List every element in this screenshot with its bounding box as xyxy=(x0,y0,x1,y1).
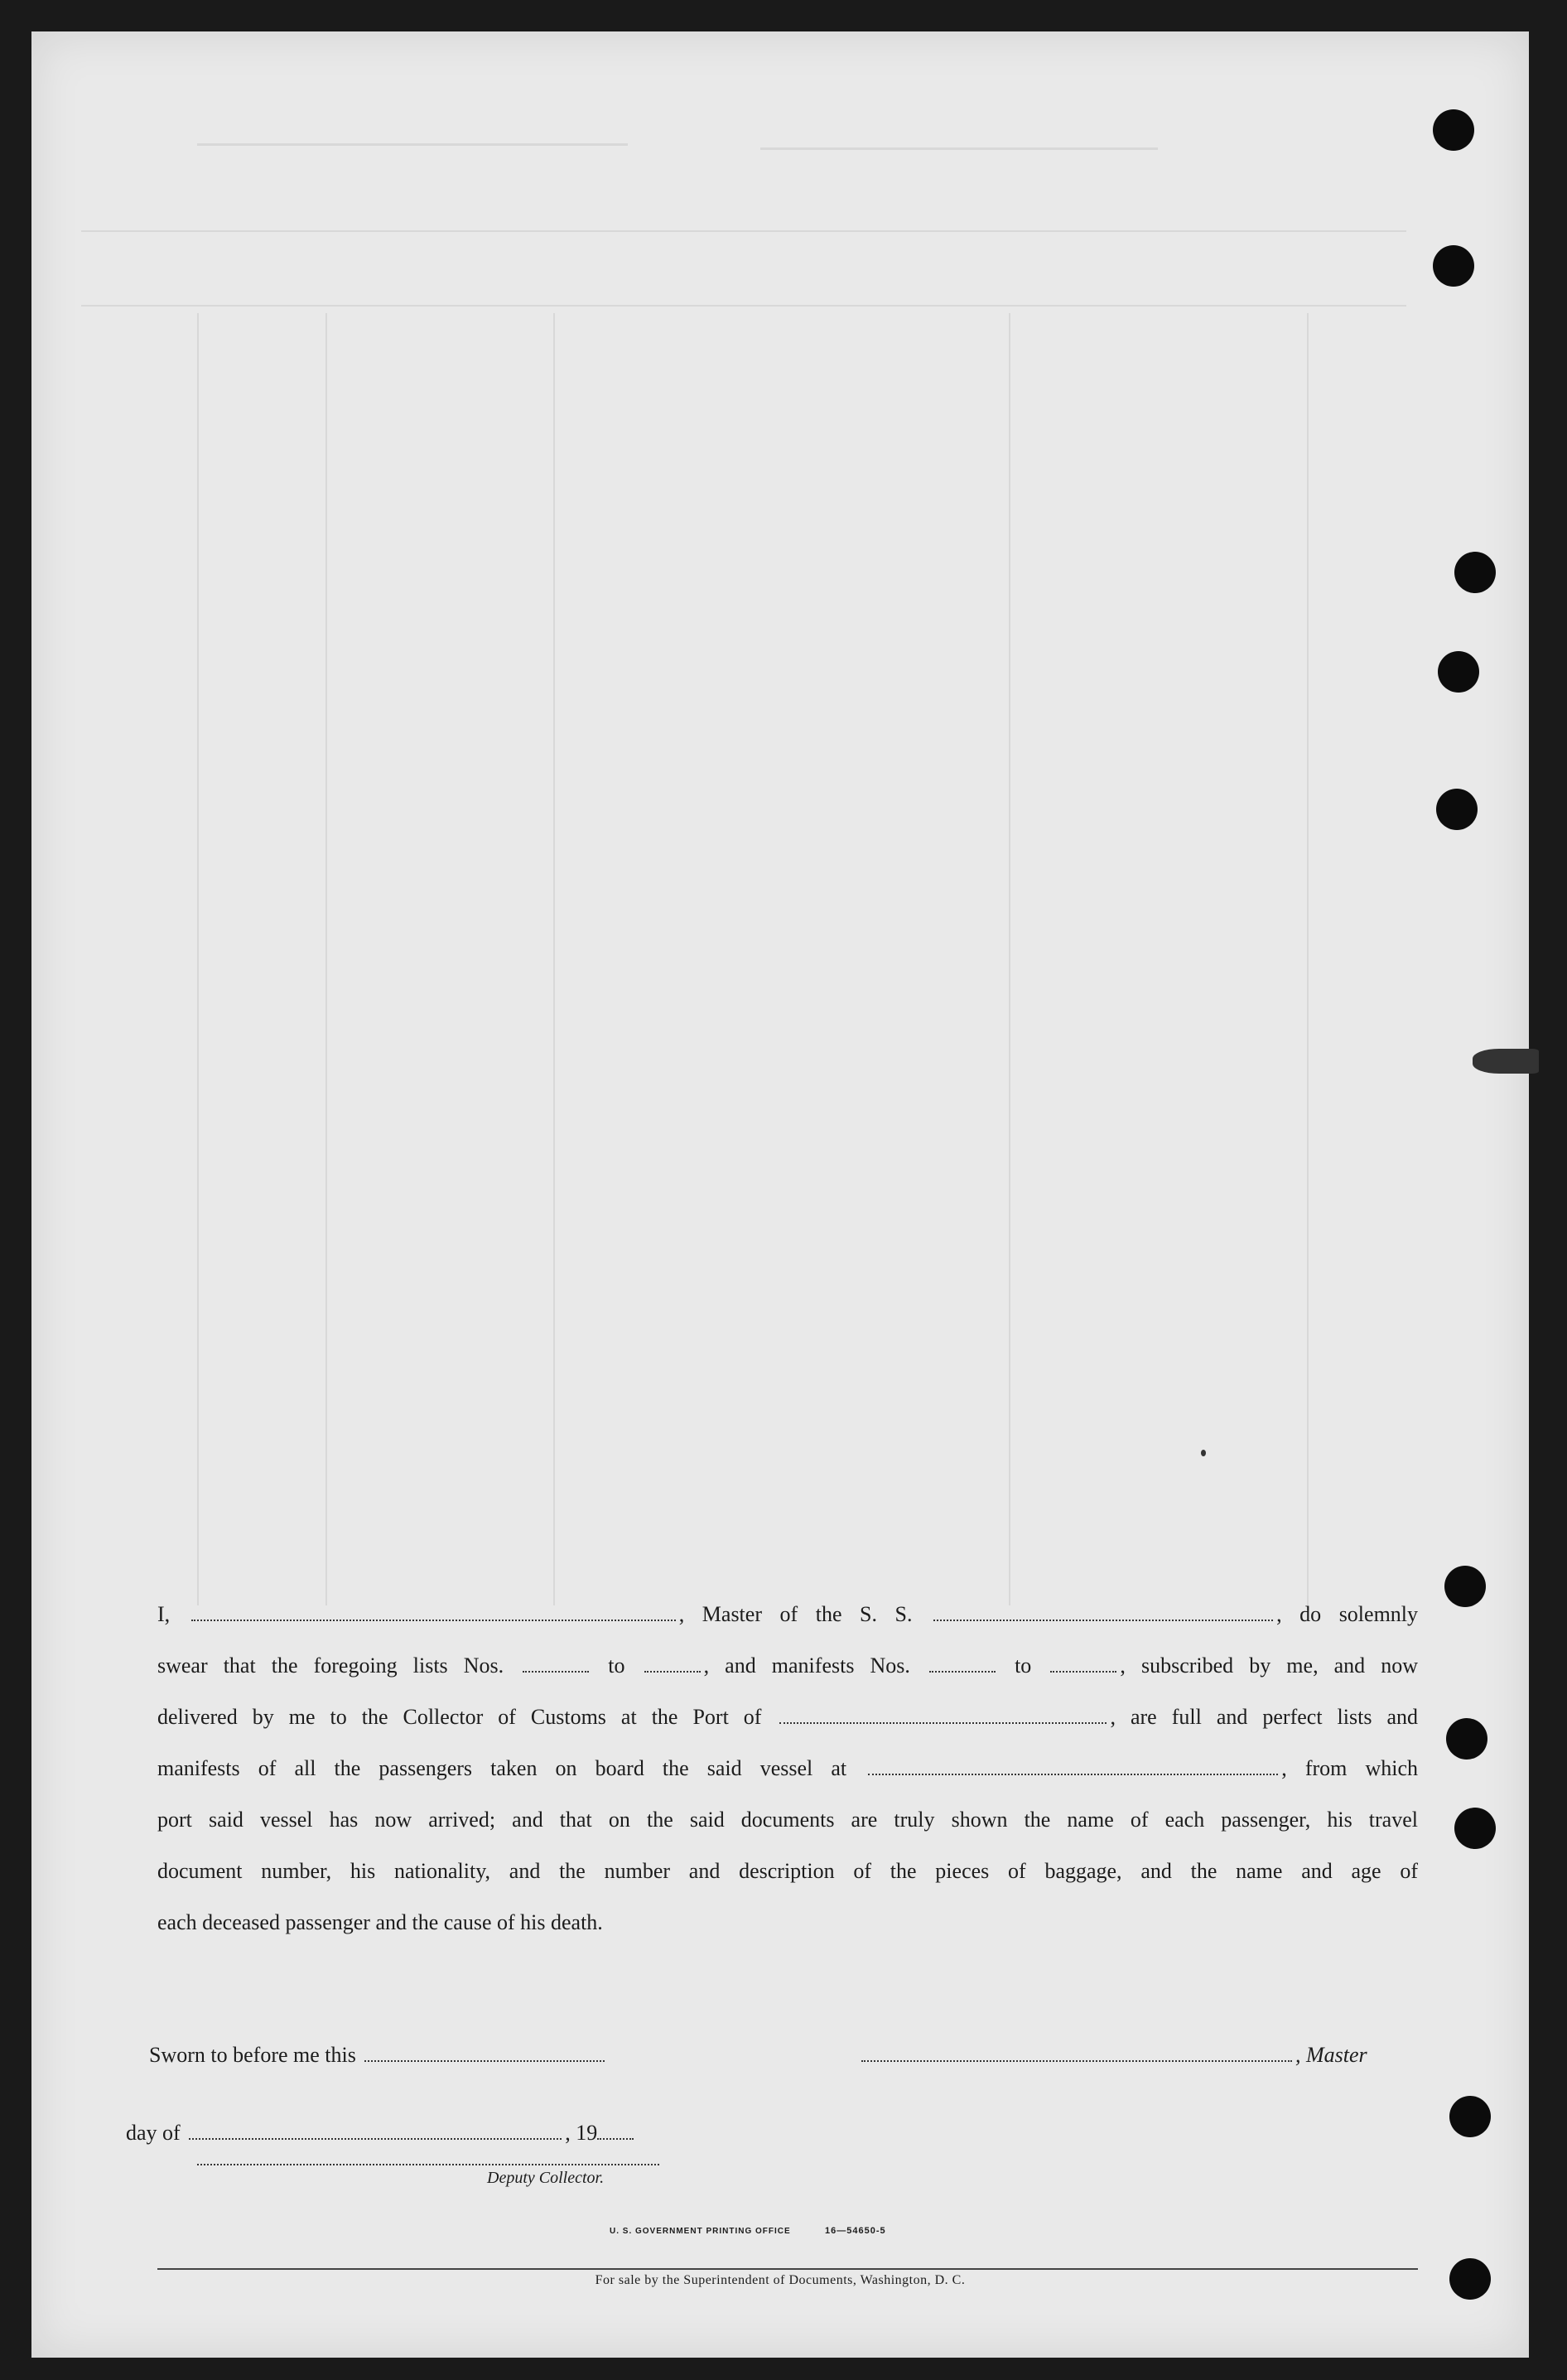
oath-text: I, xyxy=(157,1602,171,1626)
oath-line-1 xyxy=(157,1589,1418,1640)
speck xyxy=(1201,1450,1206,1456)
punch-hole xyxy=(1446,1718,1487,1760)
oath-line-2 xyxy=(157,1640,1418,1692)
manifest-to-field[interactable] xyxy=(1050,1656,1116,1673)
punch-hole xyxy=(1449,2096,1491,2137)
sworn-label: Sworn to before me this xyxy=(149,2043,356,2067)
punch-hole xyxy=(1433,109,1474,151)
oath-text: manifests of all the passengers taken on board the said vessel at xyxy=(157,1756,847,1780)
year-label: , 19 xyxy=(565,2121,598,2145)
punch-hole xyxy=(1454,1808,1496,1849)
sworn-row xyxy=(149,2043,608,2068)
punch-hole xyxy=(1436,789,1478,830)
list-from-field[interactable] xyxy=(523,1656,589,1673)
oath-text: , subscribed by me, and now xyxy=(1120,1653,1419,1678)
oath-line-7: each deceased passenger and the cause of his death. xyxy=(157,1910,603,1934)
master-signature-row xyxy=(858,2043,1367,2068)
oath-text: , and manifests Nos. xyxy=(703,1653,910,1678)
sale-notice: For sale by the Superintendent of Documents, Washington, D. C. xyxy=(595,2273,966,2287)
deputy-signature-line[interactable] xyxy=(197,2164,659,2165)
punch-hole xyxy=(1438,651,1479,693)
oath-text: , do solemnly xyxy=(1276,1602,1419,1626)
master-label: , Master xyxy=(1295,2043,1367,2067)
punch-hole xyxy=(1433,245,1474,287)
month-field[interactable] xyxy=(189,2123,562,2140)
list-to-field[interactable] xyxy=(644,1656,701,1673)
vessel-name-field[interactable] xyxy=(933,1605,1273,1621)
day-label: day of xyxy=(126,2121,181,2145)
oath-paragraph xyxy=(157,1589,1418,1948)
printing-office: U. S. GOVERNMENT PRINTING OFFICE xyxy=(610,2227,791,2236)
year-field[interactable] xyxy=(597,2123,634,2140)
punch-hole xyxy=(1444,1566,1486,1607)
deputy-collector-label: Deputy Collector. xyxy=(487,2169,605,2187)
oath-line-5: port said vessel has now arrived; and that on the said documents are truly shown the name of each passenger, his travel xyxy=(157,1808,1418,1832)
oath-line-6: document number, his nationality, and the number and description of the pieces of baggage, and the name and age of xyxy=(157,1859,1418,1883)
oath-text: swear that the foregoing lists Nos. xyxy=(157,1653,504,1678)
edge-mark xyxy=(1473,1049,1539,1074)
oath-text: to xyxy=(1015,1653,1032,1678)
master-name-field[interactable] xyxy=(191,1605,676,1621)
punch-hole xyxy=(1454,552,1496,593)
port-field[interactable] xyxy=(779,1707,1107,1724)
oath-line-4 xyxy=(157,1743,1418,1794)
manifest-from-field[interactable] xyxy=(929,1656,996,1673)
oath-text: to xyxy=(608,1653,625,1678)
day-row xyxy=(126,2121,637,2146)
oath-text: , are full and perfect lists and xyxy=(1110,1705,1418,1729)
departure-port-field[interactable] xyxy=(868,1759,1278,1775)
oath-text: delivered by me to the Collector of Customs at the Port of xyxy=(157,1705,762,1729)
sworn-date-field[interactable] xyxy=(364,2045,605,2062)
document-page xyxy=(31,31,1529,2358)
master-signature-field[interactable] xyxy=(861,2045,1292,2062)
oath-line-3 xyxy=(157,1692,1418,1743)
form-number: 16—54650-5 xyxy=(825,2226,886,2236)
oath-text: , from which xyxy=(1281,1756,1418,1780)
oath-text: , Master of the S. S. xyxy=(678,1602,913,1626)
footer-divider xyxy=(157,2268,1418,2270)
